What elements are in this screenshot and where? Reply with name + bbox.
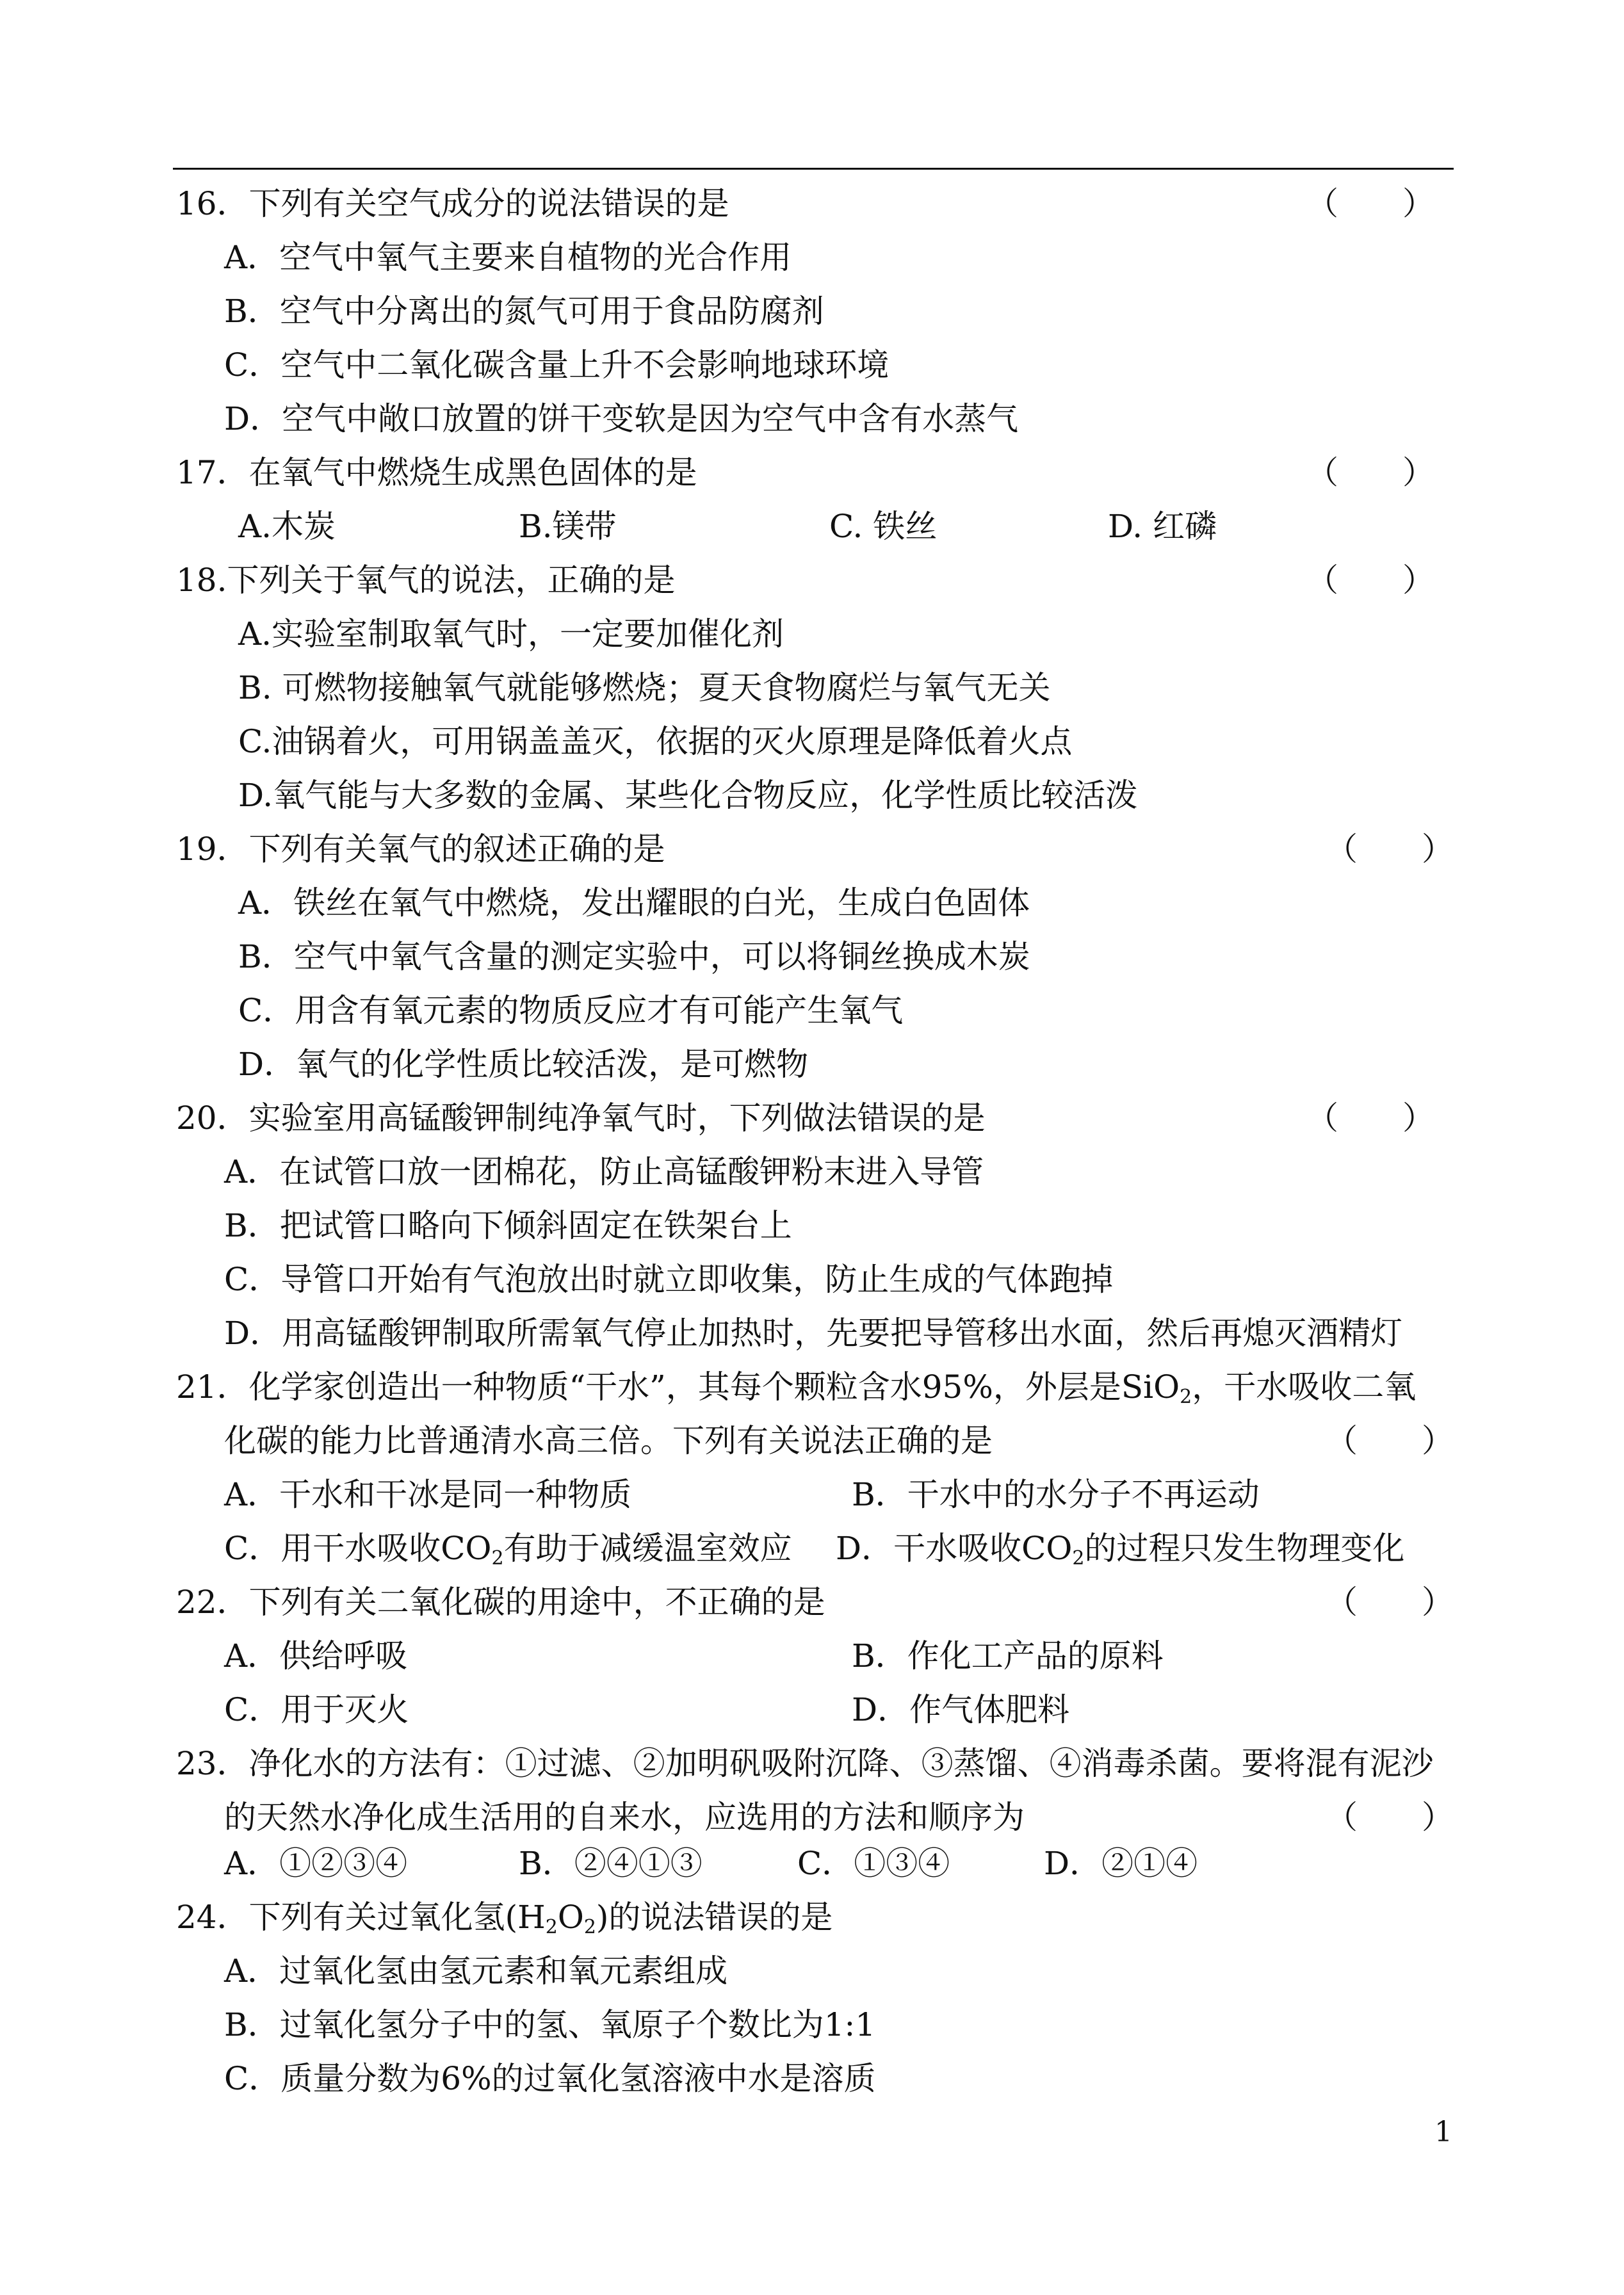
q23-option-b: B．②④①③: [519, 1845, 702, 1882]
q24-option-c: C．质量分数为6%的过氧化氢溶液中水是溶质: [224, 2060, 876, 2097]
header-rule: [173, 168, 1454, 170]
q16-option-d: D．空气中敞口放置的饼干变软是因为空气中含有水蒸气: [224, 400, 1019, 437]
q23-answer-blank: （ ）: [1326, 1799, 1454, 1836]
page-number: 1: [1434, 2116, 1452, 2148]
q19-option-c: C．用含有氧元素的物质反应才有可能产生氧气: [238, 992, 904, 1029]
q21-option-b: B．干水中的水分子不再运动: [852, 1476, 1260, 1513]
q22-option-a: A．供给呼吸: [224, 1637, 408, 1675]
q23-option-c: C．①③④: [797, 1845, 950, 1882]
q18-option-b: B. 可燃物接触氧气就能够燃烧；夏天食物腐烂与氧气无关: [238, 669, 1051, 706]
q23-stem-line1: 23．净化水的方法有：①过滤、②加明矾吸附沉降、③蒸馏、④消毒杀菌。要将混有泥沙: [176, 1745, 1434, 1782]
q21-answer-blank: （ ）: [1326, 1422, 1454, 1459]
q17-option-c: C. 铁丝: [829, 508, 938, 545]
q23-stem-line2: 的天然水净化成生活用的自来水，应选用的方法和顺序为: [224, 1799, 1025, 1836]
q17-stem: 17．在氧气中燃烧生成黑色固体的是: [176, 454, 697, 491]
q16-option-b: B．空气中分离出的氮气可用于食品防腐剂: [224, 293, 824, 330]
q24-option-b: B．过氧化氢分子中的氢、氧原子个数比为1:1: [224, 2006, 876, 2043]
q21-stem-line1: 21．化学家创造出一种物质“干水”，其每个颗粒含水95%，外层是SiO$_2$，干水吸收二氧: [176, 1368, 1417, 1408]
q18-option-a: A.实验室制取氧气时，一定要加催化剂: [238, 615, 784, 653]
q17-answer-blank: （ ）: [1306, 454, 1434, 491]
q21-option-a: A．干水和干冰是同一种物质: [224, 1476, 632, 1513]
q16-answer-blank: （ ）: [1306, 185, 1434, 222]
q19-option-d: D．氧气的化学性质比较活泼，是可燃物: [238, 1046, 809, 1083]
q20-option-a: A．在试管口放一团棉花，防止高锰酸钾粉末进入导管: [224, 1153, 984, 1190]
q19-option-b: B．空气中氧气含量的测定实验中，可以将铜丝换成木炭: [238, 938, 1030, 975]
q19-answer-blank: （ ）: [1326, 831, 1454, 868]
q24-option-a: A．过氧化氢由氢元素和氧元素组成: [224, 1952, 728, 1990]
q16-stem: 16．下列有关空气成分的说法错误的是: [176, 185, 729, 222]
q19-stem: 19．下列有关氧气的叙述正确的是: [176, 831, 665, 868]
q20-option-b: B．把试管口略向下倾斜固定在铁架台上: [224, 1207, 792, 1244]
q20-option-c: C．导管口开始有气泡放出时就立即收集，防止生成的气体跑掉: [224, 1261, 1114, 1298]
q19-option-a: A．铁丝在氧气中燃烧，发出耀眼的白光，生成白色固体: [238, 884, 1030, 921]
q18-option-d: D.氧气能与大多数的金属、某些化合物反应，化学性质比较活泼: [238, 777, 1138, 814]
q17-option-a: A.木炭: [238, 508, 336, 545]
q20-answer-blank: （ ）: [1306, 1099, 1434, 1137]
q18-stem: 18.下列关于氧气的说法，正确的是: [176, 562, 676, 599]
q22-stem: 22．下列有关二氧化碳的用途中，不正确的是: [176, 1584, 825, 1621]
q21-stem-line2: 化碳的能力比普通清水高三倍。下列有关说法正确的是: [224, 1422, 993, 1459]
q17-option-b: B.镁带: [519, 508, 617, 545]
q20-option-d: D．用高锰酸钾制取所需氧气停止加热时，先要把导管移出水面，然后再熄灭酒精灯: [224, 1315, 1403, 1352]
q23-option-a: A．①②③④: [224, 1845, 408, 1882]
q22-option-c: C．用于灭火: [224, 1691, 409, 1728]
q23-option-d: D．②①④: [1044, 1845, 1198, 1882]
q20-stem: 20．实验室用高锰酸钾制纯净氧气时，下列做法错误的是: [176, 1099, 986, 1137]
q16-option-a: A．空气中氧气主要来自植物的光合作用: [224, 239, 792, 276]
q17-option-d: D. 红磷: [1108, 508, 1217, 545]
q21-option-c: C．用干水吸收$CO_2$有助于减缓温室效应: [224, 1530, 792, 1569]
q22-answer-blank: （ ）: [1326, 1584, 1454, 1621]
q18-option-c: C.油锅着火，可用锅盖盖灭，依据的灭火原理是降低着火点: [238, 723, 1073, 760]
q16-option-c: C．空气中二氧化碳含量上升不会影响地球环境: [224, 346, 889, 384]
q24-stem: 24．下列有关过氧化氢$(H_2O_2)$的说法错误的是: [176, 1899, 833, 1938]
q21-option-d: D．干水吸收$CO_2$的过程只发生物理变化: [836, 1530, 1405, 1569]
q18-answer-blank: （ ）: [1306, 562, 1434, 599]
q22-option-d: D．作气体肥料: [852, 1691, 1070, 1728]
q22-option-b: B．作化工产品的原料: [852, 1637, 1164, 1675]
